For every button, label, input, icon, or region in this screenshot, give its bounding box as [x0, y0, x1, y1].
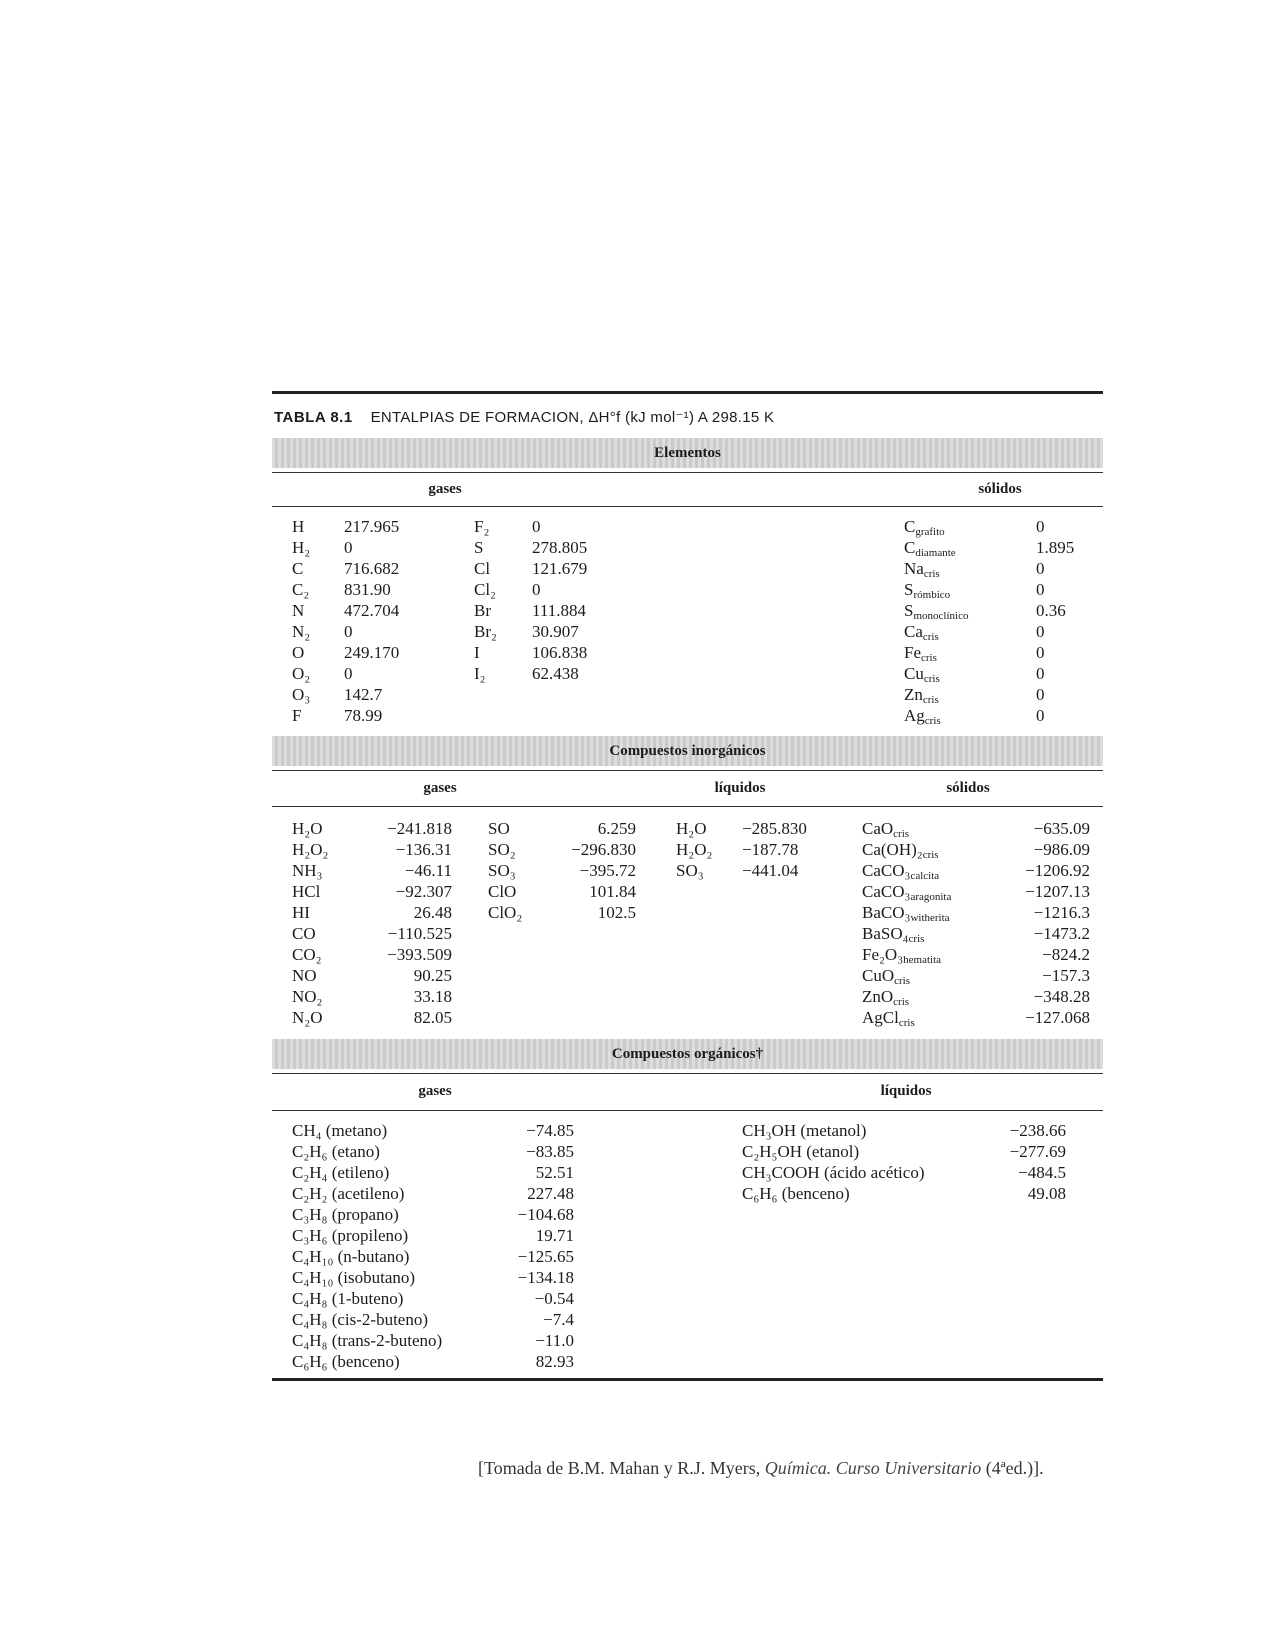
table-cell: 142.7: [344, 685, 383, 704]
table-cell: 78.99: [344, 706, 383, 725]
table-cell: −74.85: [526, 1121, 574, 1140]
table-cell: −157.3: [1042, 966, 1090, 985]
table-cell: H₂O₂: [292, 840, 329, 859]
rule: [272, 472, 1103, 473]
table-cell: SO: [488, 819, 510, 838]
table-cell: O₂: [292, 664, 311, 683]
table-cell: $BaCO_3_{witherita}$: [862, 903, 950, 924]
table-cell: Br₂: [474, 622, 497, 641]
table-cell: −484.5: [1018, 1163, 1066, 1182]
table-cell: C₄H₁₀ (n-butano): [292, 1247, 410, 1266]
table-cell: $Cu_{cris}$: [904, 664, 940, 685]
table-cell: C₃H₆ (propileno): [292, 1226, 409, 1245]
table-cell: H₂O₂: [676, 840, 713, 859]
table-cell: −277.69: [1009, 1142, 1066, 1161]
table-cell: 30.907: [532, 622, 579, 641]
table-cell: C₄H₈ (cis-2-buteno): [292, 1310, 429, 1329]
table-cell: $CaCO_3_{calcita}$: [862, 861, 940, 882]
table-cell: 6.259: [597, 819, 636, 838]
table-cell: H: [292, 517, 305, 536]
table-cell: −395.72: [579, 861, 636, 880]
table-cell: −1473.2: [1033, 924, 1090, 943]
table-cell: $S_{rómbico}$: [904, 580, 951, 601]
table-cell: N₂: [292, 622, 311, 641]
table-cell: −1207.13: [1025, 882, 1090, 901]
table-cell: Br: [474, 601, 491, 620]
table-cell: $Ca(OH)_2_{cris}$: [862, 840, 939, 861]
table-cell: 0: [1036, 706, 1045, 725]
table-cell: −238.66: [1009, 1121, 1066, 1140]
table-cell: 0: [1036, 643, 1045, 662]
band-inorganicos: Compuestos inorgánicos: [272, 736, 1103, 766]
table-cell: 0: [1036, 622, 1045, 641]
table-cell: 33.18: [413, 987, 452, 1006]
table-number: TABLA 8.1: [274, 409, 353, 426]
table-cell: O₃: [292, 685, 311, 704]
table-cell: $Fe_2O_3_{hematita}$: [862, 945, 942, 966]
table-cell: −824.2: [1042, 945, 1090, 964]
header-liquidos: líquidos: [880, 1083, 932, 1099]
table-cell: CO₂: [292, 945, 322, 964]
table-cell: 227.48: [527, 1184, 574, 1203]
table-cell: 0: [532, 517, 541, 536]
organicos-gases-values: [480, 1120, 574, 1372]
table-cell: −393.509: [387, 945, 452, 964]
header-gases: gases: [428, 481, 462, 497]
table-cell: HI: [292, 903, 310, 922]
table-cell: 716.682: [344, 559, 400, 578]
table-cell: 62.438: [532, 664, 579, 683]
table-cell: −125.65: [517, 1247, 574, 1266]
table-cell: C₆H₆ (benceno): [292, 1352, 400, 1371]
table-cell: 90.25: [413, 966, 452, 985]
rule: [272, 1073, 1103, 1074]
header-gases: gases: [418, 1083, 452, 1099]
elementos-solidos-values: [1036, 516, 1074, 726]
table-cell: −134.18: [517, 1268, 574, 1287]
table-cell: CH₃OH (metanol): [742, 1121, 867, 1140]
table-cell: 0.36: [1036, 601, 1066, 620]
table-cell: $C_{grafito}$: [904, 517, 945, 538]
table-cell: −1206.92: [1025, 861, 1090, 880]
table-cell: C₂H₆ (etano): [292, 1142, 380, 1161]
table-cell: −986.09: [1033, 840, 1090, 859]
table-cell: 0: [1036, 517, 1045, 536]
table-title: ENTALPIAS DE FORMACION, ΔH°f (kJ mol⁻¹) A 298.15 K: [370, 409, 775, 426]
band-elementos: Elementos: [272, 438, 1103, 468]
table-cell: C: [292, 559, 304, 578]
table-cell: 0: [1036, 580, 1045, 599]
table-cell: SO₃: [488, 861, 516, 880]
table-cell: $Fe_{cris}$: [904, 643, 937, 664]
table-cell: $CaCO_3_{aragonita}$: [862, 882, 952, 903]
table-cell: −296.830: [571, 840, 636, 859]
table-cell: $BaSO_4_{cris}$: [862, 924, 925, 945]
table-cell: HCl: [292, 882, 321, 901]
table-cell: 19.71: [535, 1226, 574, 1245]
table-cell: 0: [1036, 559, 1045, 578]
inorganicos-solidos-formulas: [862, 818, 951, 1028]
inorganicos-gases-values-2: [540, 818, 636, 923]
elementos-solidos-formulas: [904, 516, 968, 726]
table-cell: 0: [344, 622, 353, 641]
table-cell: 472.704: [344, 601, 400, 620]
table-cell: 26.48: [413, 903, 452, 922]
table-cell: $Na_{cris}$: [904, 559, 940, 580]
inorganicos-solidos-values: [1000, 818, 1090, 1028]
organicos-gases-formulas: [292, 1120, 442, 1372]
table-cell: C₄H₈ (1-buteno): [292, 1289, 404, 1308]
table-cell: NO: [292, 966, 317, 985]
band-organicos: Compuestos orgánicos†: [272, 1039, 1103, 1069]
table-cell: NH₃: [292, 861, 323, 880]
table-cell: SO₃: [676, 861, 704, 880]
table-cell: 0: [1036, 664, 1045, 683]
table-cell: −441.04: [742, 861, 799, 880]
table-cell: C₂H₂ (acetileno): [292, 1184, 405, 1203]
table-cell: −635.09: [1033, 819, 1090, 838]
table-cell: 106.838: [532, 643, 588, 662]
table-cell: I: [474, 643, 480, 662]
table-cell: $S_{monoclínico}$: [904, 601, 969, 622]
table-caption: [274, 408, 774, 426]
table-cell: 121.679: [532, 559, 588, 578]
table-cell: $Ag_{cris}$: [904, 706, 941, 727]
table-cell: 49.08: [1027, 1184, 1066, 1203]
table-cell: C₂: [292, 580, 310, 599]
table-cell: H₂O: [676, 819, 707, 838]
table-cell: 0: [344, 664, 353, 683]
table-cell: C₄H₁₀ (isobutano): [292, 1268, 416, 1287]
table-cell: H₂: [292, 538, 311, 557]
table-cell: −46.11: [404, 861, 452, 880]
table-cell: 111.884: [532, 601, 586, 620]
table-cell: CaO$_{cris}$: [862, 819, 910, 840]
table-cell: CO: [292, 924, 316, 943]
table-cell: AgCl$_{cris}$: [862, 1008, 915, 1029]
table-cell: −241.818: [387, 819, 452, 838]
rule: [272, 770, 1103, 771]
table-cell: Cl: [474, 559, 491, 578]
table-cell: −11.0: [535, 1331, 574, 1350]
table-cell: −110.525: [387, 924, 452, 943]
table-cell: −348.28: [1033, 987, 1090, 1006]
header-solidos: sólidos: [978, 481, 1022, 497]
table-cell: 0: [1036, 685, 1045, 704]
table-cell: ClO: [488, 882, 517, 901]
table-cell: 82.93: [535, 1352, 574, 1371]
inorganicos-liquidos-values: [742, 818, 807, 881]
header-gases: gases: [423, 780, 457, 796]
table-cell: −104.68: [517, 1205, 574, 1224]
elementos-gases-formulas-1: [292, 516, 310, 726]
table-cell: −136.31: [395, 840, 452, 859]
table-cell: C₄H₈ (trans-2-buteno): [292, 1331, 443, 1350]
table-cell: $Zn_{cris}$: [904, 685, 939, 706]
table-cell: $C_{diamante}$: [904, 538, 956, 559]
table-cell: C₂H₅OH (etanol): [742, 1142, 860, 1161]
table-cell: I₂: [474, 664, 486, 683]
table-cell: N₂O: [292, 1008, 323, 1027]
table-cell: 0: [532, 580, 541, 599]
inorganicos-gases-formulas-1: [292, 818, 328, 1028]
table-cell: CuO$_{cris}$: [862, 966, 911, 987]
table-cell: ClO₂: [488, 903, 523, 922]
table-cell: CH₃COOH (ácido acético): [742, 1163, 925, 1182]
table-cell: −285.830: [742, 819, 807, 838]
rule: [272, 506, 1103, 507]
table-cell: 278.805: [532, 538, 588, 557]
inorganicos-gases-formulas-2: [488, 818, 522, 923]
table-cell: Cl₂: [474, 580, 496, 599]
table-cell: $Ca_{cris}$: [904, 622, 939, 643]
table-cell: SO₂: [488, 840, 516, 859]
table-cell: C₃H₈ (propano): [292, 1205, 399, 1224]
source-citation: [Tomada de B.M. Mahan y R.J. Myers, Química. Curso Universitario (4ªed.)].: [478, 1458, 1044, 1478]
table-cell: 1.895: [1036, 538, 1075, 557]
header-solidos: sólidos: [946, 780, 990, 796]
table-cell: 102.5: [597, 903, 636, 922]
organicos-liquidos-values: [980, 1120, 1066, 1204]
table-cell: −83.85: [526, 1142, 574, 1161]
table-cell: O: [292, 643, 305, 662]
table-cell: H₂O: [292, 819, 323, 838]
table-cell: 82.05: [413, 1008, 452, 1027]
rule: [272, 1110, 1103, 1111]
table-cell: F: [292, 706, 302, 725]
table-cell: 0: [344, 538, 353, 557]
table-cell: C₆H₆ (benceno): [742, 1184, 850, 1203]
table-cell: ZnO$_{cris}$: [862, 987, 910, 1008]
table-cell: C₂H₄ (etileno): [292, 1163, 390, 1182]
table-cell: −187.78: [742, 840, 799, 859]
bottom-rule: [272, 1378, 1103, 1381]
elementos-gases-formulas-2: [474, 516, 497, 684]
table-cell: NO₂: [292, 987, 323, 1006]
table-cell: S: [474, 538, 484, 557]
elementos-gases-values-1: [344, 516, 399, 726]
table-cell: 249.170: [344, 643, 400, 662]
table-cell: 831.90: [344, 580, 391, 599]
rule: [272, 806, 1103, 807]
table-cell: −7.4: [543, 1310, 574, 1329]
table-cell: CH₄ (metano): [292, 1121, 388, 1140]
elementos-gases-values-2: [532, 516, 587, 684]
table-cell: F₂: [474, 517, 490, 536]
table-cell: N: [292, 601, 305, 620]
table-cell: −127.068: [1025, 1008, 1090, 1027]
top-rule: [272, 391, 1103, 394]
inorganicos-liquidos-formulas: [676, 818, 712, 881]
table-cell: −1216.3: [1033, 903, 1090, 922]
table-cell: 217.965: [344, 517, 400, 536]
inorganicos-gases-values-1: [356, 818, 452, 1028]
table-cell: −92.307: [395, 882, 452, 901]
table-cell: −0.54: [534, 1289, 574, 1308]
organicos-liquidos-formulas: [742, 1120, 924, 1204]
header-liquidos: líquidos: [714, 780, 766, 796]
table-cell: 101.84: [589, 882, 636, 901]
table-cell: 52.51: [535, 1163, 574, 1182]
